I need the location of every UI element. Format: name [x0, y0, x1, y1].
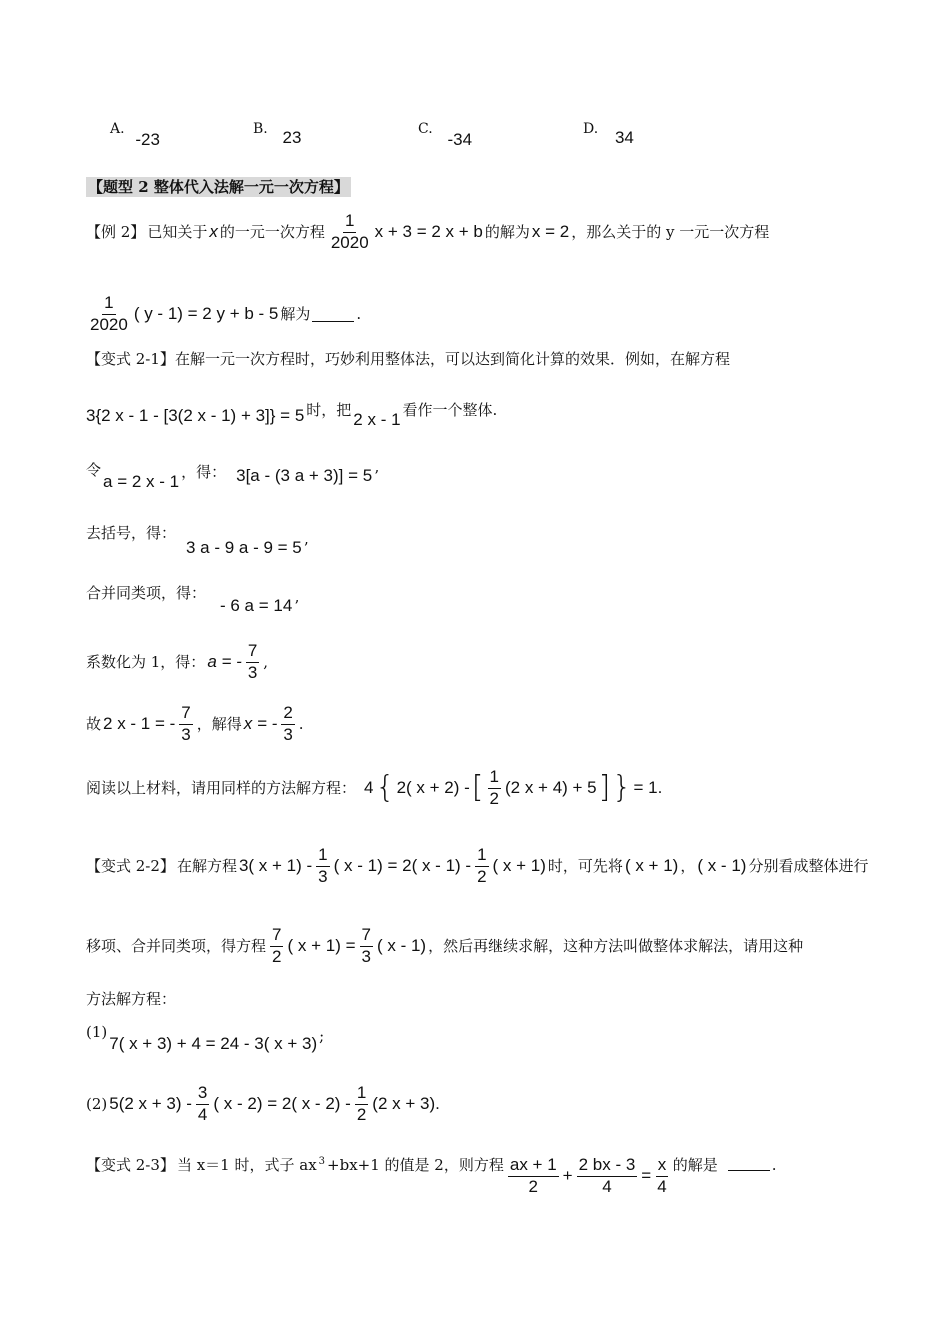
example-2-text3: 的解为 — [484, 223, 530, 242]
solution-x2: x = 2 — [531, 221, 570, 241]
variant-2-2-t3: 分别看成整体进行 — [748, 857, 869, 876]
option-b[interactable] — [253, 118, 302, 147]
problem-2-eq-c: (2 x + 3). — [372, 1093, 440, 1113]
option-b-label: B. — [253, 121, 268, 137]
comma-2: ’ — [303, 539, 309, 558]
therefore-x: x = - — [243, 713, 278, 733]
fraction-num-b: 1 — [102, 294, 115, 315]
variant-2-1-intro-text: 在解一元一次方程时，巧妙利用整体法，可以达到简化计算的效果．例如，在解方程 — [174, 350, 730, 368]
fraction-c-num: x — [656, 1156, 669, 1177]
option-c-value: -34 — [447, 130, 473, 149]
problem-1-eq: 7( x + 3) + 4 = 24 - 3( x + 3) — [109, 1034, 318, 1053]
variant-2-2-t2: 时，可先将 — [547, 857, 623, 876]
variant-2-2-t5: ，然后再继续求解，这种方法叫做整体求解法，请用这种 — [428, 937, 804, 956]
step-coefficient — [86, 642, 268, 682]
variant-2-2-line2 — [86, 926, 803, 966]
variant-2-3-t3: 的解是 — [672, 1156, 718, 1174]
fraction-1-3-num: 1 — [316, 846, 329, 867]
fraction-1-2-den: 2 — [489, 788, 499, 808]
step-coef-label: 系数化为 1，得： — [86, 653, 206, 672]
fraction-1-2-c-num: 1 — [355, 1084, 368, 1105]
variant-2-3-t1: 当 x＝1 时，式子 ax — [176, 1156, 317, 1174]
fraction-b-den: 4 — [602, 1176, 612, 1196]
fraction-2bx-minus-3-over-4 — [577, 1156, 638, 1196]
fraction-2-3-num: 2 — [281, 704, 294, 725]
v22-eq-d: ( x + 1) = — [287, 935, 356, 955]
v22-eq-b: ( x - 1) = 2( x - 1) - — [333, 855, 472, 875]
option-d[interactable] — [583, 118, 634, 147]
var-x: x — [209, 221, 218, 241]
example-2-line2 — [86, 294, 361, 334]
problem-1 — [86, 1023, 325, 1053]
let-equation: a = 2 x - 1 — [103, 472, 180, 491]
main-equation: 3{2 x - 1 - [3(2 x - 1) + 3]} = 5 — [86, 406, 305, 425]
bracket-close: ] — [598, 770, 611, 806]
fraction-7-2 — [270, 926, 283, 966]
read-task-text: 阅读以上材料，请用同样的方法解方程： — [86, 779, 357, 798]
v22-eq-e: ( x - 1) — [376, 935, 427, 955]
step-combine-label: 合并同类项，得： — [86, 584, 207, 602]
let-label: 令 — [86, 461, 102, 480]
option-d-label: D. — [583, 121, 599, 137]
option-b-value: 23 — [282, 128, 302, 147]
variant-2-3-tag: 【变式 2-3】 — [86, 1156, 175, 1174]
example-2-tag: 【例 2】 — [86, 223, 146, 242]
step-therefore — [86, 704, 304, 744]
comma-1: ’ — [374, 467, 379, 486]
fraction-1-2-b-num: 1 — [475, 846, 488, 867]
fraction-ax-plus-1-over-2 — [508, 1156, 559, 1196]
fraction-1-2-c-den: 2 — [356, 1104, 367, 1124]
variant-2-3-t4: . — [771, 1156, 777, 1174]
fraction-7-3-num: 7 — [246, 642, 259, 663]
problem-1-label: (1) — [86, 1023, 108, 1042]
step-expand-eq: 3 a - 9 a - 9 = 5 — [186, 538, 302, 557]
fraction-num: 1 — [343, 212, 356, 233]
equation-1-rest: x + 3 = 2 x + b — [374, 221, 483, 241]
fraction-a-num: ax + 1 — [508, 1156, 559, 1177]
step-combine-eq: - 6 a = 14 — [220, 596, 293, 615]
step-combine — [86, 584, 300, 616]
fraction-7-2-num: 7 — [270, 926, 283, 947]
variant-2-2-t4: 移项、合并同类项，得方程 — [86, 937, 267, 956]
option-c-label: C. — [418, 121, 433, 137]
fraction-7-3-den: 3 — [247, 662, 258, 682]
option-d-value: 34 — [614, 128, 634, 147]
final-eq-4: 4 — [364, 777, 374, 797]
fraction-1-2-c — [355, 1084, 368, 1124]
example-2-text4: ，那么关于的 y 一元一次方程 — [571, 223, 770, 242]
option-c[interactable] — [418, 118, 473, 149]
plus-sign: + — [562, 1165, 573, 1185]
variant-2-3-line — [86, 1156, 777, 1196]
answer-blank-2[interactable] — [728, 1156, 770, 1171]
variant-2-3-t2: +bx+1 的值是 2，则方程 — [327, 1156, 504, 1174]
fraction-1-2020-b — [88, 294, 130, 334]
fraction-1-2-num: 1 — [488, 768, 501, 789]
fraction-x-over-4 — [655, 1156, 668, 1196]
problem-2-eq-a: 5(2 x + 3) - — [109, 1093, 192, 1113]
fraction-3-4-den: 4 — [197, 1104, 208, 1124]
get-label: ，得： — [181, 463, 227, 482]
v22-group-2: ( x - 1) — [697, 855, 747, 875]
fraction-den: 2020 — [330, 232, 369, 252]
fraction-7-3-b-den: 3 — [181, 724, 191, 744]
fraction-7-3-b-num: 7 — [179, 704, 192, 725]
fraction-3-4-num: 3 — [196, 1084, 209, 1105]
fraction-7-3-b — [179, 704, 192, 744]
fraction-7-3-c-den: 3 — [361, 946, 371, 966]
substituted-equation: 3[a - (3 a + 3)] = 5 — [236, 466, 373, 485]
section-heading: 【题型 2 整体代入法解一元一次方程】 — [88, 178, 349, 196]
read-task-line — [86, 768, 662, 808]
therefore-mid: ，解得 — [196, 715, 242, 734]
step-coef-lhs: a = - — [207, 651, 242, 671]
fraction-1-2020 — [329, 212, 371, 252]
v22-eq-c: ( x + 1) — [492, 855, 546, 875]
fraction-7-3-c — [360, 926, 373, 966]
example-2-text5: 解为 — [280, 305, 311, 324]
fraction-7-3-c-num: 7 — [360, 926, 373, 947]
therefore-period: . — [298, 715, 304, 734]
fraction-1-2-b-den: 2 — [477, 866, 487, 886]
brace-close: } — [612, 770, 632, 806]
example-2-text6: . — [356, 305, 362, 324]
let-line — [86, 461, 379, 491]
final-eq-c: (2 x + 4) + 5 — [504, 777, 597, 797]
brace-open: { — [375, 770, 395, 806]
answer-blank[interactable] — [312, 307, 354, 322]
fraction-den-b: 2020 — [90, 314, 128, 334]
option-a[interactable] — [110, 118, 160, 149]
problem-1-end: ; — [319, 1027, 325, 1046]
problem-2-eq-b: ( x - 2) = 2( x - 2) - — [213, 1093, 351, 1113]
equation-2-rest: ( y - 1) = 2 y + b - 5 — [133, 303, 279, 323]
comma-3: ’ — [294, 597, 300, 616]
variant-2-2-t1: 在解方程 — [176, 857, 237, 876]
example-2-text1: 已知关于 — [147, 223, 208, 242]
fraction-1-2 — [488, 768, 501, 808]
variant-2-1-eq-line — [86, 401, 498, 429]
fraction-1-3-den: 3 — [318, 866, 328, 886]
final-eq-b: 2( x + 2) - — [396, 777, 470, 797]
v22-group-1: ( x + 1) — [624, 855, 679, 875]
whole-expression: 2 x - 1 — [353, 410, 401, 429]
bracket-open: [ — [471, 770, 484, 806]
fraction-7-2-den: 2 — [272, 946, 282, 966]
example-2-line1 — [86, 212, 769, 252]
therefore-label: 故 — [86, 715, 102, 734]
variant-2-2-tag: 【变式 2-2】 — [86, 857, 175, 876]
problem-2 — [86, 1084, 440, 1124]
v22-sep: ， — [680, 857, 696, 876]
step-expand-label: 去括号，得： — [86, 524, 177, 542]
variant-2-1-intro — [86, 350, 730, 368]
option-a-label: A. — [110, 121, 125, 137]
exponent-3: 3 — [318, 1156, 326, 1167]
problem-2-label: (2) — [86, 1095, 108, 1114]
variant-2-2-line3: 方法解方程： — [86, 990, 177, 1008]
fraction-1-2-b — [475, 846, 488, 886]
fraction-2-3 — [281, 704, 294, 744]
fraction-a-den: 2 — [528, 1176, 538, 1196]
fraction-7-3 — [246, 642, 259, 682]
variant-2-1-when: 时，把 — [306, 401, 352, 420]
equals-sign: = — [641, 1165, 652, 1185]
fraction-c-den: 4 — [657, 1176, 667, 1196]
variant-2-1-tag: 【变式 2-1】 — [86, 350, 175, 368]
step-expand — [86, 524, 309, 558]
fraction-2-3-den: 3 — [283, 724, 293, 744]
option-a-value: -23 — [135, 130, 160, 149]
step-coef-end: , — [263, 653, 269, 672]
example-2-text2: 的一元一次方程 — [219, 223, 325, 242]
final-eq-d: = 1. — [633, 777, 663, 797]
variant-2-1-as: 看作一个整体. — [402, 401, 498, 420]
variant-2-2-line1 — [86, 846, 868, 886]
fraction-b-num: 2 bx - 3 — [577, 1156, 638, 1177]
v22-eq-a: 3( x + 1) - — [238, 855, 313, 875]
therefore-lhs: 2 x - 1 = - — [103, 713, 176, 733]
fraction-3-4 — [196, 1084, 209, 1124]
fraction-1-3 — [316, 846, 329, 886]
